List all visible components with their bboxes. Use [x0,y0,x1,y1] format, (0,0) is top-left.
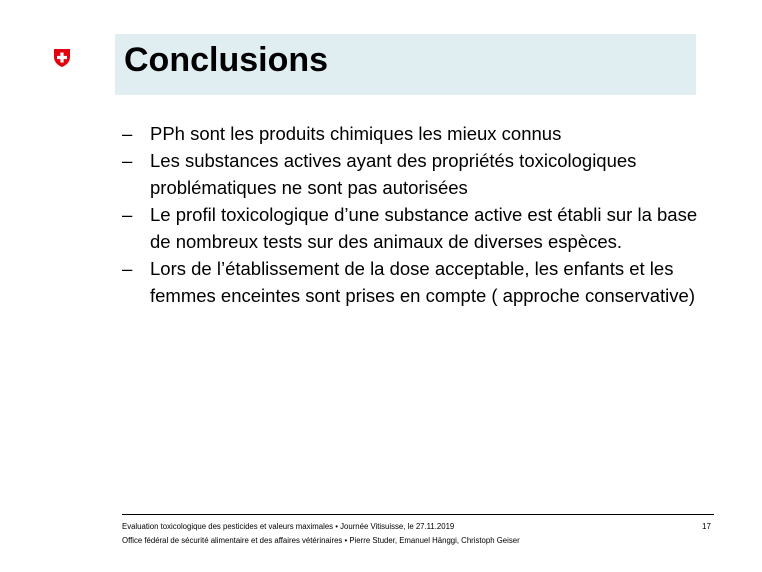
title-band [115,34,696,95]
bullet-marker: – [122,258,133,279]
swiss-cross-shield-icon [52,48,72,68]
page-number: 17 [702,522,711,531]
bullet-list [122,120,722,309]
list-item [122,201,722,255]
bullet-text: Lors de l’établissement de la dose acceptable, les enfants et les femmes enceintes sont prises en compte ( approche conservative) [150,258,695,306]
list-item [122,147,722,201]
bullet-text: PPh sont les produits chimiques les mieux connus [150,123,562,144]
bullet-text: Le profil toxicologique d’une substance active est établi sur la base de nombreux tests sur des animaux de diverses espèces. [150,204,698,252]
footer-text [122,520,520,548]
list-item [122,255,722,309]
bullet-marker: – [122,204,133,225]
bullet-marker: – [122,150,133,171]
footer-line-authors: Office fédéral de sécurité alimentaire et des affaires vétérinaires • Pierre Studer, Emanuel Hänggi, Christoph Geiser [122,536,520,545]
list-item [122,120,722,147]
footer-divider [122,514,714,515]
page-title: Conclusions [124,41,329,79]
bullet-text: Les substances actives ayant des propriétés toxicologiques problématiques ne sont pas autorisées [150,150,637,198]
bullet-marker: – [122,123,133,144]
footer-line-event: Evaluation toxicologique des pesticides et valeurs maximales • Journée Vitisuisse, le 27.11.2019 [122,522,455,531]
